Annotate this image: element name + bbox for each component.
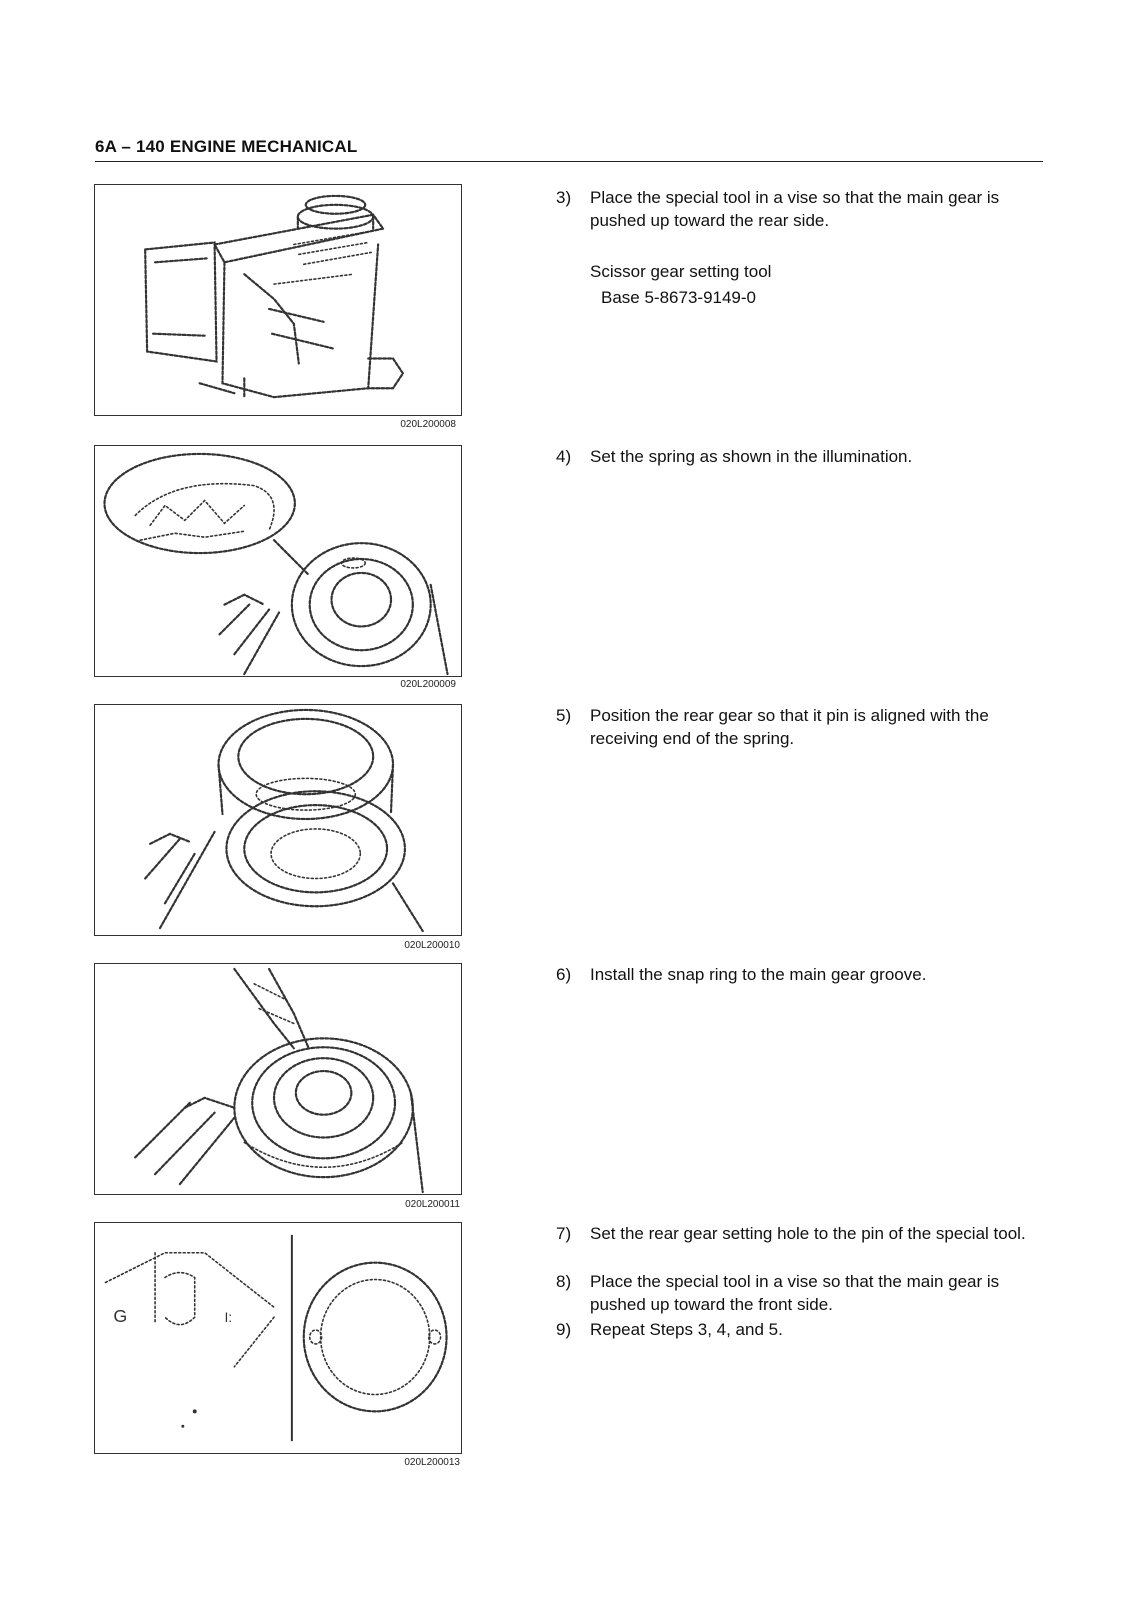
step-text: Position the rear gear so that it pin is aligned with the receiving end of the spring. xyxy=(590,706,989,748)
step-text: Repeat Steps 3, 4, and 5. xyxy=(590,1320,783,1339)
step-text: Set the rear gear setting hole to the pin of the special tool. xyxy=(590,1224,1026,1243)
page-header xyxy=(95,137,1043,162)
step-number: 3) xyxy=(556,188,572,207)
spring-illustration xyxy=(95,446,461,676)
step-number: 8) xyxy=(556,1272,572,1291)
figure-id: 020L200011 xyxy=(405,1199,460,1210)
step-4 xyxy=(556,445,1046,468)
page-title: 6A – 140 ENGINE MECHANICAL xyxy=(95,137,358,156)
figure-vise-tool xyxy=(94,184,462,416)
vise-illustration xyxy=(95,185,461,415)
setting-pin-illustration xyxy=(95,1223,461,1453)
figure-id: 020L200013 xyxy=(404,1457,460,1468)
step-text: Place the special tool in a vise so that the main gear is pushed up toward the rear side. xyxy=(590,188,1000,230)
step-text: Place the special tool in a vise so that the main gear is pushed up toward the front side. xyxy=(590,1272,1000,1314)
figure-id: 020L200009 xyxy=(400,679,456,690)
step-number: 7) xyxy=(556,1224,572,1243)
figure-spring xyxy=(94,445,462,677)
step-3 xyxy=(556,186,1046,232)
step-number: 5) xyxy=(556,706,572,725)
step-7 xyxy=(556,1222,1046,1245)
snap-ring-illustration xyxy=(95,964,461,1194)
figure-rear-gear xyxy=(94,704,462,936)
step-text: Set the spring as shown in the illumination. xyxy=(590,447,913,466)
step-6 xyxy=(556,963,1046,986)
tool-part-number: Base 5-8673-9149-0 xyxy=(601,288,757,307)
figure-id: 020L200008 xyxy=(400,419,456,430)
step-number: 9) xyxy=(556,1320,572,1339)
step-text: Install the snap ring to the main gear groove. xyxy=(590,965,927,984)
tool-name: Scissor gear setting tool xyxy=(590,262,772,281)
step-9 xyxy=(556,1318,1046,1341)
step-8 xyxy=(556,1270,1046,1316)
step-number: 6) xyxy=(556,965,572,984)
figure-snap-ring xyxy=(94,963,462,1195)
figure-id: 020L200010 xyxy=(404,940,460,951)
label-r: I: xyxy=(224,1309,233,1326)
step-5 xyxy=(556,704,1046,750)
step-number: 4) xyxy=(556,447,572,466)
rear-gear-illustration xyxy=(95,705,461,935)
figure-setting-pin xyxy=(94,1222,462,1454)
label-g: G xyxy=(113,1306,128,1327)
